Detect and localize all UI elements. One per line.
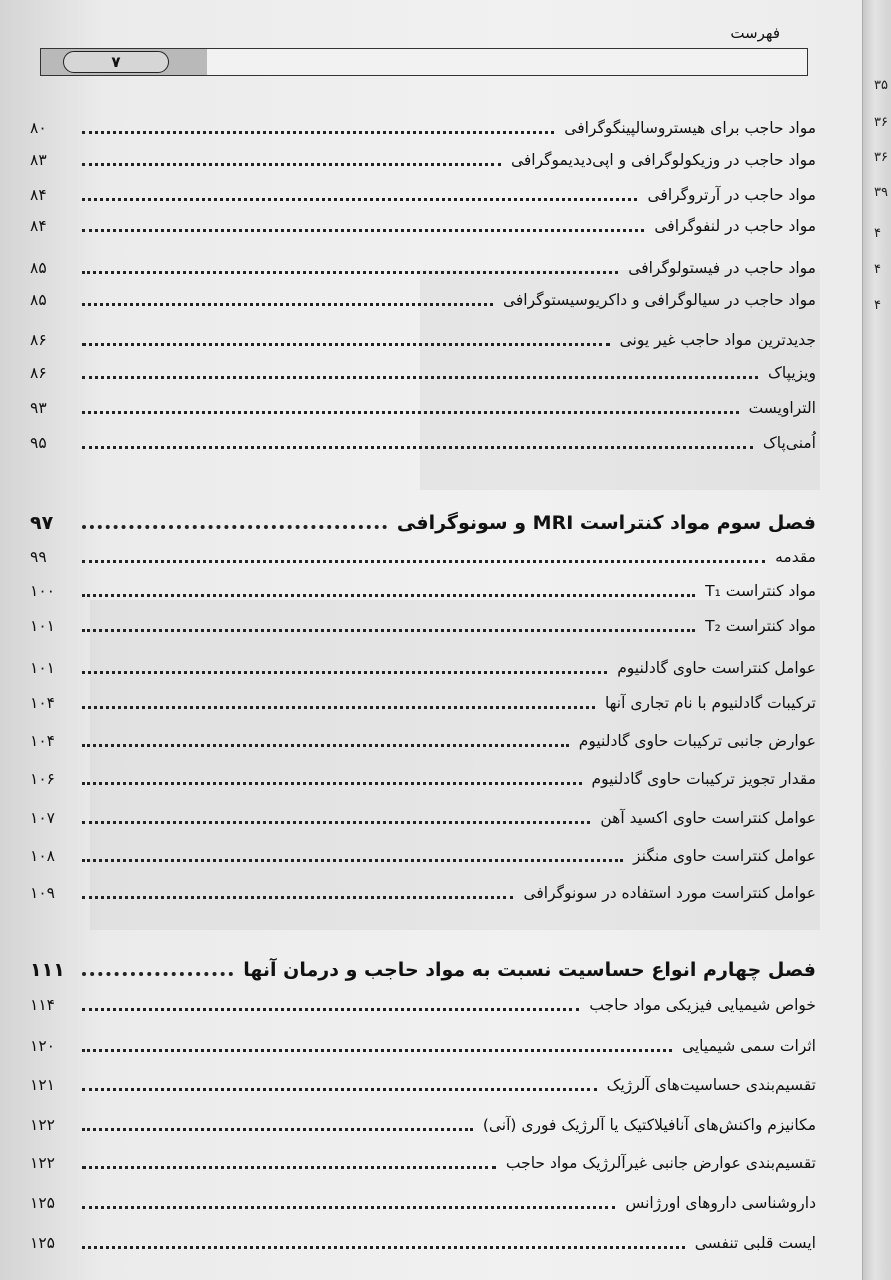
toc-entry-title: مواد حاجب در سیالوگرافی و داکریوسیستوگرافی xyxy=(502,291,816,309)
dot-leader xyxy=(82,859,623,862)
toc-entry-title: ایست قلبی تنفسی xyxy=(694,1234,816,1252)
toc-entry-page: ۱۰۰ xyxy=(30,582,55,600)
edge-page-number: ۳۵ xyxy=(874,78,888,93)
toc-entry-title: جدیدترین مواد حاجب غیر یونی xyxy=(619,331,816,349)
toc-entry-title: ترکیبات گادلنیوم با نام تجاری آنها xyxy=(604,694,816,712)
toc-entry-title: اثرات سمی شیمیایی xyxy=(681,1037,816,1055)
toc-entry-page: ۱۰۱ xyxy=(30,659,55,677)
dot-leader xyxy=(82,744,569,747)
edge-page-number: ۳۶ xyxy=(874,150,888,165)
toc-entry-title: عوامل کنتراست حاوی منگنز xyxy=(633,847,816,865)
toc-entry-page: ۱۲۲ xyxy=(30,1154,55,1172)
dot-leader xyxy=(82,1246,685,1249)
toc-entry-page: ۹۵ xyxy=(30,434,47,452)
toc-entry-page: ۸۵ xyxy=(30,291,47,309)
toc-entry-title: ویزیپاک xyxy=(768,364,816,382)
toc-entry-page: ۱۰۸ xyxy=(30,847,55,865)
edge-page-number: ۴ xyxy=(874,226,881,241)
toc-entry-title: مواد کنتراست T₁ xyxy=(705,582,816,600)
dot-leader xyxy=(82,131,554,134)
dot-leader xyxy=(82,525,387,529)
toc-entry-title: فصل سوم مواد کنتراست MRI و سونوگرافی xyxy=(396,512,816,534)
toc-entry-page: ۱۰۱ xyxy=(30,617,55,635)
dot-leader xyxy=(82,1088,597,1091)
toc-entry xyxy=(30,880,816,906)
toc-entry xyxy=(30,578,816,604)
toc-entry-page: ۱۰۹ xyxy=(30,884,55,902)
toc-entry-title: مواد حاجب در وزیکولوگرافی و اپی‌دیدیموگرافی xyxy=(510,151,816,169)
toc-entry xyxy=(30,430,816,456)
toc-entry-page: ۸۵ xyxy=(30,259,47,277)
dot-leader xyxy=(82,1206,615,1209)
dot-leader xyxy=(82,229,644,232)
toc-entry xyxy=(30,1150,816,1176)
toc-entry-page: ۸۰ xyxy=(30,119,47,137)
toc-entry-page: ۸۴ xyxy=(30,217,47,235)
toc-entry xyxy=(30,395,816,421)
toc-entry xyxy=(30,992,816,1018)
dot-leader xyxy=(82,163,501,166)
toc-entry xyxy=(30,1072,816,1098)
toc-entry-title: عوامل کنتراست حاوی اکسید آهن xyxy=(600,809,816,827)
toc-entry-title: اُمنی‌پاک xyxy=(762,434,816,452)
toc-entry-title: تقسیم‌بندی حساسیت‌های آلرژیک xyxy=(606,1076,816,1094)
toc-entry xyxy=(30,655,816,681)
dot-leader xyxy=(82,782,582,785)
dot-leader xyxy=(82,1008,579,1011)
toc-entry xyxy=(30,690,816,716)
toc-entry-page: ۱۰۷ xyxy=(30,809,55,827)
toc-entry-page: ۹۳ xyxy=(30,399,47,417)
toc-entry-page: ۱۰۶ xyxy=(30,770,55,788)
dot-leader xyxy=(82,671,607,674)
toc-entry-page: ۸۴ xyxy=(30,186,47,204)
toc-entry-page: ۱۰۴ xyxy=(30,732,55,750)
toc-entry-title: عوامل کنتراست مورد استفاده در سونوگرافی xyxy=(523,884,816,902)
toc-entry-page: ۱۲۵ xyxy=(30,1234,55,1252)
toc-entry-title: داروشناسی داروهای اورژانس xyxy=(625,1194,816,1212)
dot-leader xyxy=(82,560,765,563)
dot-leader xyxy=(82,1166,496,1169)
toc-entry xyxy=(30,1033,816,1059)
dot-leader xyxy=(82,1049,672,1052)
dot-leader xyxy=(82,594,695,597)
toc-entry-page: ۱۰۴ xyxy=(30,694,55,712)
toc-entry xyxy=(30,728,816,754)
toc-entry-title: مواد حاجب در فیستولوگرافی xyxy=(628,259,816,277)
toc-entry xyxy=(30,287,816,313)
toc-entry xyxy=(30,613,816,639)
toc-entry xyxy=(30,843,816,869)
page-number: ۷ xyxy=(63,51,169,73)
toc-entry xyxy=(30,1190,816,1216)
toc-entry-title: مواد حاجب برای هیستروسالپینگوگرافی xyxy=(564,119,816,137)
dot-leader xyxy=(82,343,610,346)
toc-entry-page: ۸۶ xyxy=(30,364,47,382)
chapter-entry xyxy=(30,510,816,536)
dot-leader xyxy=(82,271,618,274)
toc-entry-page: ۸۶ xyxy=(30,331,47,349)
edge-page-number: ۳۹ xyxy=(874,185,888,200)
toc-entry-page: ۱۱۱ xyxy=(30,959,65,981)
toc-entry-title: عوامل کنتراست حاوی گادلنیوم xyxy=(617,659,816,677)
toc-entry-title: مقدمه xyxy=(775,548,816,566)
toc-entry-page: ۸۳ xyxy=(30,151,47,169)
toc-entry xyxy=(30,360,816,386)
toc-entry xyxy=(30,255,816,281)
toc-entry-page: ۱۲۱ xyxy=(30,1076,55,1094)
toc-entry xyxy=(30,1230,816,1256)
toc-entry-title: مواد حاجب در لنفوگرافی xyxy=(654,217,816,235)
toc-entry-title: عوارض جانبی ترکیبات حاوی گادلنیوم xyxy=(578,732,816,750)
toc-entry xyxy=(30,1112,816,1138)
toc-entry-page: ۹۷ xyxy=(30,512,54,534)
toc-entry-page: ۱۲۵ xyxy=(30,1194,55,1212)
toc-entry-page: ۱۱۴ xyxy=(30,996,55,1014)
toc-entry-page: ۱۲۲ xyxy=(30,1116,55,1134)
dot-leader xyxy=(82,446,753,449)
header-bar xyxy=(40,48,808,76)
toc-entry xyxy=(30,213,816,239)
dot-leader xyxy=(82,629,695,632)
dot-leader xyxy=(82,1128,473,1131)
toc-entry xyxy=(30,182,816,208)
toc-entry-title: مکانیزم واکنش‌های آنافیلاکتیک یا آلرژیک فوری (آنی) xyxy=(482,1116,816,1134)
header-title: فهرست xyxy=(730,24,780,42)
edge-page-number: ۳۶ xyxy=(874,115,888,130)
toc-entry xyxy=(30,327,816,353)
edge-page-number: ۴ xyxy=(874,298,881,313)
toc-entry xyxy=(30,115,816,141)
dot-leader xyxy=(82,821,590,824)
toc-entry-title: فصل چهارم انواع حساسیت نسبت به مواد حاجب و درمان آنها xyxy=(243,959,816,981)
dot-leader xyxy=(82,896,513,899)
dot-leader xyxy=(82,303,493,306)
dot-leader xyxy=(82,198,637,201)
toc-entry-title: تقسیم‌بندی عوارض جانبی غیرآلرژیک مواد حاجب xyxy=(505,1154,816,1172)
toc-entry-page: ۹۹ xyxy=(30,548,47,566)
toc-entry xyxy=(30,766,816,792)
toc-entry-title: مواد حاجب در آرتروگرافی xyxy=(647,186,816,204)
toc-entry-title: خواص شیمیایی فیزیکی مواد حاجب xyxy=(589,996,816,1014)
toc-entry xyxy=(30,544,816,570)
dot-leader xyxy=(82,706,595,709)
page-header xyxy=(40,20,808,78)
toc-entry-title: مواد کنتراست T₂ xyxy=(705,617,816,635)
edge-page-number: ۴ xyxy=(874,262,881,277)
toc-entry xyxy=(30,805,816,831)
dot-leader xyxy=(82,972,233,976)
toc-entry xyxy=(30,147,816,173)
dot-leader xyxy=(82,376,758,379)
toc-entry-page: ۱۲۰ xyxy=(30,1037,55,1055)
dot-leader xyxy=(82,411,739,414)
toc-entry-title: التراویست xyxy=(748,399,816,417)
chapter-entry xyxy=(30,957,816,983)
toc-entry-title: مقدار تجویز ترکیبات حاوی گادلنیوم xyxy=(591,770,816,788)
